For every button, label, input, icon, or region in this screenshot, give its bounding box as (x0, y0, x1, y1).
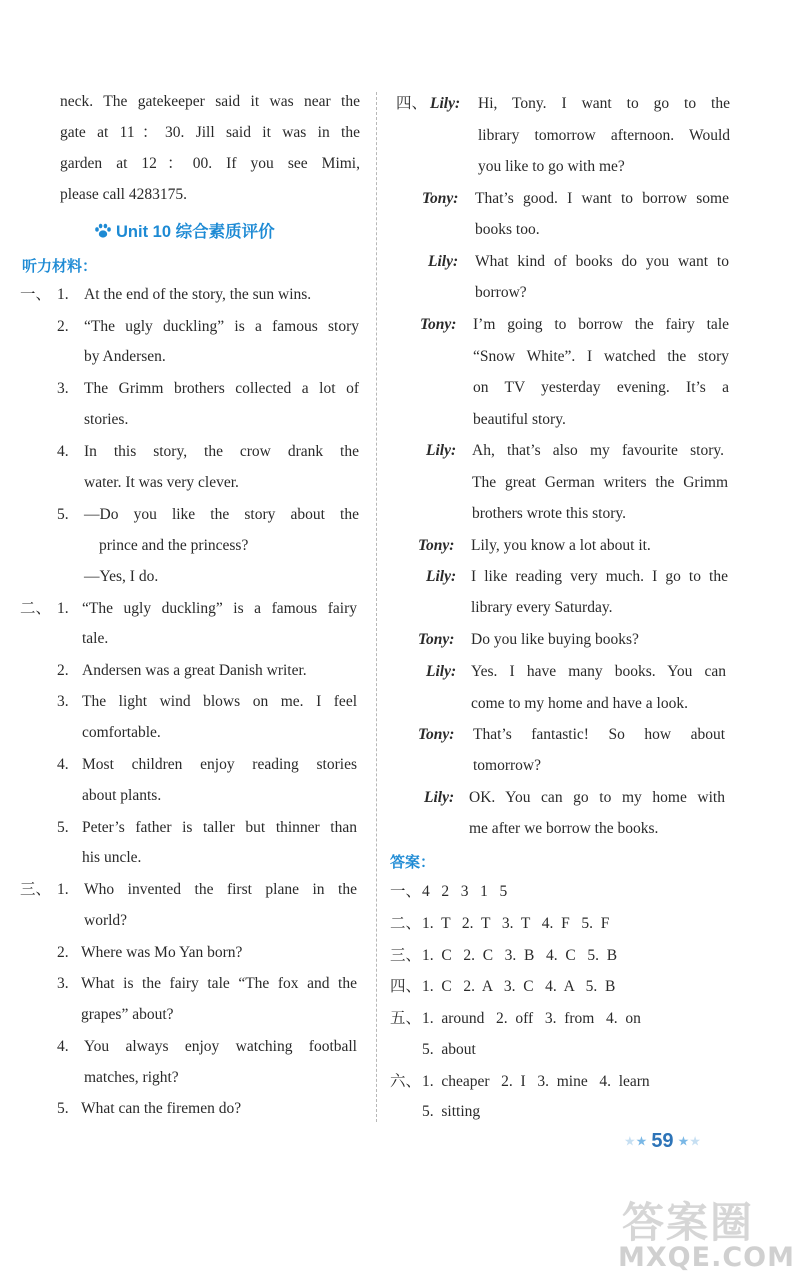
item-line: prince and the princess? (99, 537, 249, 554)
part2-marker: 二、 (20, 600, 52, 617)
answer-line: 1. around 2. off 3. from 4. on (422, 1010, 641, 1027)
item-line: At the end of the story, the sun wins. (84, 286, 312, 303)
dialogue-line: OK. You can go to my home with (469, 789, 725, 806)
dialogue-line: library every Saturday. (471, 599, 613, 616)
dialogue-line: I’m going to borrow the fairy tale (473, 316, 729, 333)
item-line: by Andersen. (84, 348, 166, 365)
intro-line: please call 4283175. (60, 186, 187, 203)
item-number: 4. (57, 756, 69, 773)
unit-title-text: Unit 10 综合素质评价 (116, 223, 275, 241)
item-line: —Yes, I do. (84, 568, 159, 585)
star-icon: ★ (689, 1133, 701, 1149)
item-line: stories. (84, 411, 129, 428)
dialogue-line: Ah, that’s also my favourite story. (472, 442, 724, 459)
item-number: 4. (57, 1038, 69, 1055)
dialogue-line: books too. (475, 221, 540, 238)
answer-marker: 六、 (390, 1073, 422, 1090)
item-line: “The ugly duckling” is a famous fairy (82, 600, 357, 617)
answer-line: 5. about (422, 1041, 476, 1058)
part1-marker: 一、 (20, 286, 52, 303)
item-line: grapes” about? (81, 1006, 174, 1023)
speaker-name: Lily: (428, 253, 459, 270)
speaker-name: Tony: (418, 726, 455, 743)
dialogue-line: Hi, Tony. I want to go to the (478, 95, 730, 112)
dialogue-line: Do you like buying books? (471, 631, 639, 648)
dialogue-line: beautiful story. (473, 411, 566, 428)
item-number: 1. (57, 881, 69, 898)
answer-line: 1. cheaper 2. I 3. mine 4. learn (422, 1073, 650, 1090)
watermark (600, 1190, 805, 1275)
speaker-name: Lily: (426, 568, 457, 585)
answer-line: 5. sitting (422, 1103, 481, 1120)
dialogue-line: you like to go with me? (478, 158, 625, 175)
dialogue-line: What kind of books do you want to (475, 253, 729, 270)
dialogue-line: The great German writers the Grimm (472, 474, 728, 491)
item-number: 2. (57, 944, 69, 961)
dialogue-line: I like reading very much. I go to the (471, 568, 728, 585)
answer-marker: 二、 (390, 915, 422, 932)
item-line: “The ugly duckling” is a famous story (84, 318, 359, 335)
dialogue-line: “Snow White”. I watched the story (473, 348, 729, 365)
answer-line: 1. C 2. C 3. B 4. C 5. B (422, 947, 618, 964)
item-line: You always enjoy watching football (84, 1038, 357, 1055)
item-line: In this story, the crow drank the (84, 443, 359, 460)
item-number: 4. (57, 443, 69, 460)
item-line: The light wind blows on me. I feel (82, 693, 357, 710)
answer-marker: 一、 (390, 883, 422, 900)
answer-line: 4 2 3 1 5 (422, 883, 508, 900)
star-icon: ★ (624, 1133, 636, 1149)
watermark-bottom: MXQE.COM (618, 1242, 795, 1273)
item-line: Peter’s father is taller but thinner than (82, 819, 357, 836)
column-divider (376, 92, 377, 1122)
item-line: —Do you like the story about the (84, 506, 359, 523)
paw-icon (94, 223, 112, 239)
item-number: 5. (57, 1100, 69, 1117)
item-number: 3. (57, 693, 69, 710)
item-line: Most children enjoy reading stories (82, 756, 357, 773)
speaker-name: Tony: (418, 631, 455, 648)
dialogue-line: That’s fantastic! So how about (473, 726, 725, 743)
intro-line: garden at 12：00. If you see Mimi, (60, 155, 360, 172)
intro-line: neck. The gatekeeper said it was near the (60, 93, 360, 110)
dialogue-line: borrow? (475, 284, 527, 301)
dialogue-line: Lily, you know a lot about it. (471, 537, 651, 554)
answer-line: 1. T 2. T 3. T 4. F 5. F (422, 915, 610, 932)
speaker-name: Lily: (426, 442, 457, 459)
dialogue-line: Yes. I have many books. You can (471, 663, 726, 680)
item-number: 3. (57, 975, 69, 992)
item-line: matches, right? (84, 1069, 179, 1086)
item-line: What is the fairy tale “The fox and the (81, 975, 357, 992)
item-number: 3. (57, 380, 69, 397)
star-icon: ★ (635, 1133, 648, 1149)
unit-title (94, 218, 275, 242)
listening-label: 听力材料： (22, 257, 98, 275)
watermark-top: 答案圈 (622, 1198, 755, 1247)
answer-marker: 四、 (390, 978, 422, 995)
dialogue-line: tomorrow? (473, 757, 542, 774)
page-number (624, 1130, 701, 1156)
speaker-name: Lily: (430, 95, 461, 112)
dialogue-line: library tomorrow afternoon. Would (478, 127, 730, 144)
intro-line: gate at 11：30. Jill said it was in the (60, 124, 360, 141)
speaker-name: Tony: (420, 316, 457, 333)
dialogue-line: That’s good. I want to borrow some (475, 190, 729, 207)
answers-label: 答案： (390, 853, 436, 871)
part4-marker: 四、 (396, 95, 428, 112)
item-line: world? (84, 912, 128, 929)
item-number: 2. (57, 662, 69, 679)
answer-line: 1. C 2. A 3. C 4. A 5. B (422, 978, 616, 995)
item-line: What can the firemen do? (81, 1100, 242, 1117)
item-line: his uncle. (82, 849, 142, 866)
dialogue-line: me after we borrow the books. (469, 820, 659, 837)
item-number: 1. (57, 600, 69, 617)
dialogue-line: come to my home and have a look. (471, 695, 688, 712)
item-line: Andersen was a great Danish writer. (82, 662, 307, 679)
item-line: water. It was very clever. (84, 474, 239, 491)
item-line: about plants. (82, 787, 162, 804)
item-line: Who invented the first plane in the (84, 881, 357, 898)
item-line: comfortable. (82, 724, 161, 741)
page-number-text: 59 (651, 1130, 674, 1152)
item-line: Where was Mo Yan born? (81, 944, 243, 961)
speaker-name: Lily: (424, 789, 455, 806)
star-icon: ★ (677, 1133, 690, 1149)
speaker-name: Tony: (422, 190, 459, 207)
item-number: 5. (57, 506, 69, 523)
item-number: 5. (57, 819, 69, 836)
item-line: tale. (82, 630, 109, 647)
answer-marker: 五、 (390, 1010, 422, 1027)
dialogue-line: on TV yesterday evening. It’s a (473, 379, 729, 396)
answer-marker: 三、 (390, 947, 422, 964)
item-number: 1. (57, 286, 69, 303)
item-number: 2. (57, 318, 69, 335)
item-line: The Grimm brothers collected a lot of (84, 380, 359, 397)
dialogue-line: brothers wrote this story. (472, 505, 626, 522)
part3-marker: 三、 (20, 881, 52, 898)
speaker-name: Tony: (418, 537, 455, 554)
speaker-name: Lily: (426, 663, 457, 680)
